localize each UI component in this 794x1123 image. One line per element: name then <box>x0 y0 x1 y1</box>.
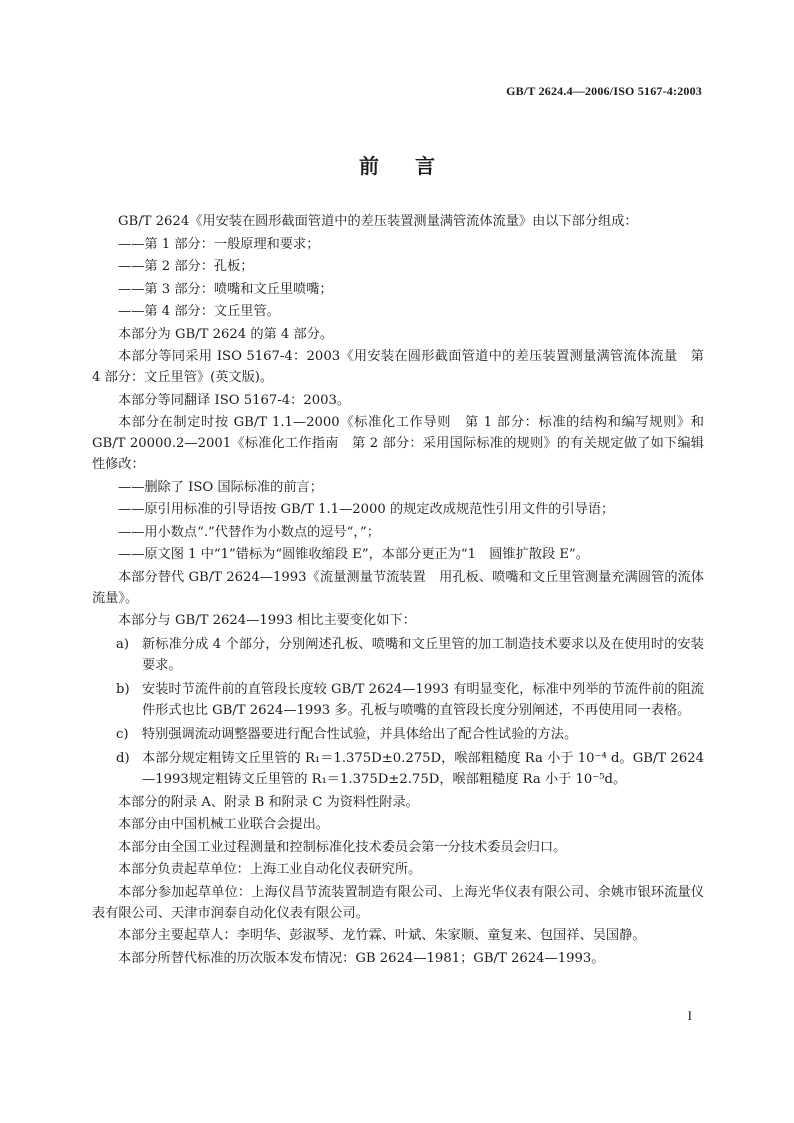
drafting-unit: 本部分负责起草单位：上海工业自动化仪表研究所。 <box>118 862 422 877</box>
change-item-text: 安装时节流件前的直管段长度较 GB/T 2624—1993 有明显变化，标准中列举的节流件前的阻流件形式也比 GB/T 2624—1993 多。孔板与喷嘴的直管段长度分别阐述，不再使用同一表格。 <box>142 682 704 718</box>
change-item-marker: b) <box>116 682 130 697</box>
replaces-statement: 本部分替代 GB/T 2624—1993《流量测量节流装置 用孔板、喷嘴和文丘里管测量充满圆管的流体流量》。 <box>92 569 704 606</box>
version-history: 本部分所替代标准的历次版本发布情况：GB 2624—1981；GB/T 2624—1993。 <box>118 950 605 966</box>
editorial-item-4: ——原文图 1 中“1”错标为“圆锥收缩段 E”，本部分更正为“1 圆锥扩散段 E”。 <box>118 547 589 562</box>
part-list-item-3: ——第 3 部分：喷嘴和文丘里喷嘴； <box>118 281 333 297</box>
annex-statement: 本部分的附录 A、附录 B 和附录 C 为资料性附录。 <box>118 794 419 810</box>
part-statement: 本部分为 GB/T 2624 的第 4 部分。 <box>118 326 334 342</box>
change-item-b <box>92 679 704 721</box>
change-item-d <box>92 748 704 790</box>
standard-code-header: GB/T 2624.4—2006/ISO 5167-4:2003 <box>506 84 702 98</box>
part-list-item-1: ——第 1 部分：一般原理和要求； <box>118 236 320 252</box>
change-item-marker: c) <box>116 727 129 742</box>
part-list-item-2: ——第 2 部分：孔板； <box>118 259 254 274</box>
editorial-intro: 本部分在制定时按 GB/T 1.1—2000《标准化工作导则 第 1 部分：标准的结构和编写规则》和 GB/T 20000.2—2001《标准化工作指南 第 2 部分：采用国际标准的规则》的有关规定做了如下编辑性修改： <box>92 415 704 472</box>
changes-intro: 本部分与 GB/T 2624—1993 相比主要变化如下： <box>118 613 416 628</box>
part-list-item-4: ——第 4 部分：文丘里管。 <box>118 304 280 319</box>
change-item-text: 新标准分成 4 个部分，分别阐述孔板、喷嘴和文丘里管的加工制造技术要求以及在使用时的安装要求。 <box>142 637 704 673</box>
editorial-item-1: ——删除了 ISO 国际标准的前言； <box>118 479 323 495</box>
translation-statement: 本部分等同翻译 ISO 5167-4：2003。 <box>118 392 351 408</box>
change-item-marker: a) <box>116 637 130 652</box>
page-number: I <box>687 1008 692 1023</box>
intro-paragraph: GB/T 2624《用安装在圆形截面管道中的差压装置测量满管流体流量》由以下部分组成： <box>118 214 638 229</box>
main-drafters: 本部分主要起草人：李明华、彭淑琴、龙竹霖、叶斌、朱家顺、童复来、包国祥、吴国静。 <box>118 928 646 943</box>
page-title: 前言 <box>359 154 471 178</box>
change-item-c <box>92 724 704 745</box>
participating-units: 本部分参加起草单位：上海仪昌节流装置制造有限公司、上海光华仪表有限公司、余姚市银环流量仪表有限公司、天津市润泰自动化仪表有限公司。 <box>92 884 704 921</box>
editorial-item-2: ——原引用标准的引导语按 GB/T 1.1—2000 的规定改成规范性引用文件的引导语； <box>118 502 615 517</box>
change-item-text: 本部分规定粗铸文丘里管的 R₁＝1.375D±0.275D，喉部粗糙度 Ra 小于 10⁻⁴ d。GB/T 2624—1993规定粗铸文丘里管的 R₁＝1.375D±2.75D，喉部粗糙度 Ra 小于 10⁻⁵d。 <box>142 751 704 787</box>
editorial-item-3: ——用小数点“.”代替作为小数点的逗号“，”； <box>118 524 380 540</box>
change-item-a <box>92 634 704 676</box>
proposed-by: 本部分由中国机械工业联合会提出。 <box>118 817 329 832</box>
centralized-by: 本部分由全国工业过程测量和控制标准化技术委员会第一分技术委员会归口。 <box>118 839 567 855</box>
document-body <box>92 211 704 969</box>
adoption-statement: 本部分等同采用 ISO 5167-4：2003《用安装在圆形截面管道中的差压装置测量满管流体流量 第 4 部分：文丘里管》(英文版)。 <box>92 349 704 385</box>
change-item-text: 特别强调流动调整器要进行配合性试验，并具体给出了配合性试验的方法。 <box>142 727 578 742</box>
change-item-marker: d) <box>116 751 130 766</box>
